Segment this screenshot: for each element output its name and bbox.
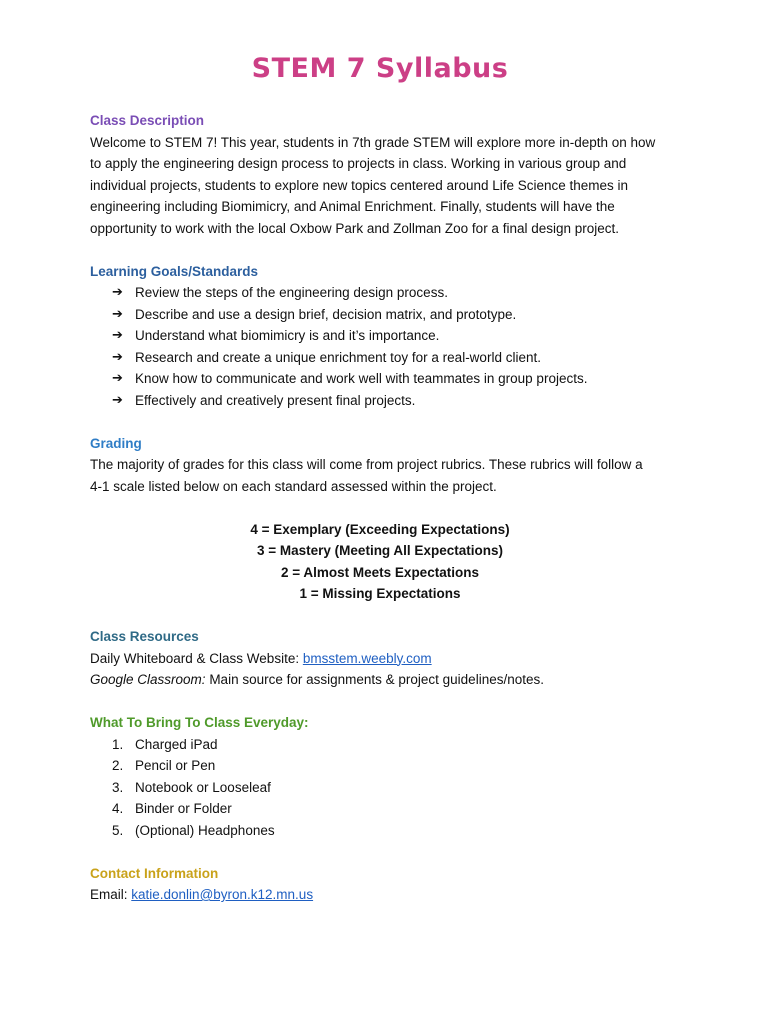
what-to-bring-section <box>90 712 670 841</box>
grading-scale-item: 3 = Mastery (Meeting All Expectations) <box>257 543 503 558</box>
arrow-right-icon: ➔ <box>112 285 123 300</box>
google-classroom-label: Google Classroom: <box>90 672 206 687</box>
spacer <box>90 841 670 863</box>
class-description-line: Welcome to STEM 7! This year, students in 7th grade STEM will explore more in-depth on how <box>90 134 656 150</box>
list-number: 5. <box>112 822 124 838</box>
spacer <box>90 497 670 519</box>
arrow-right-icon: ➔ <box>112 371 123 386</box>
spacer <box>90 411 670 433</box>
class-description-section <box>90 110 670 239</box>
class-resources-section <box>90 626 670 691</box>
list-item <box>112 798 670 820</box>
learning-goals-heading: Learning Goals/Standards <box>90 263 259 279</box>
list-item-text: Notebook or Looseleaf <box>135 779 271 795</box>
what-to-bring-list <box>90 734 670 842</box>
list-item <box>112 325 670 347</box>
list-number: 4. <box>112 801 124 816</box>
email-link[interactable]: katie.donlin@byron.k12.mn.us <box>131 887 314 902</box>
website-line <box>90 648 670 670</box>
list-number: 2. <box>112 758 124 773</box>
grading-scale-item: 2 = Almost Meets Expectations <box>281 564 479 580</box>
arrow-right-icon: ➔ <box>112 328 123 343</box>
google-classroom-text: Main source for assignments & project guidelines/notes. <box>205 672 544 687</box>
class-description-line: to apply the engineering design process to projects in class. Working in various group and <box>90 156 627 171</box>
spacer <box>90 88 670 110</box>
class-description-line: opportunity to work with the local Oxbow Park and Zollman Zoo for a final design project. <box>90 220 620 236</box>
list-item-text: Research and create a unique enrichment toy for a real-world client. <box>135 349 541 365</box>
contact-section <box>90 863 670 906</box>
spacer <box>90 239 670 261</box>
page-title: STEM 7 Syllabus <box>251 53 509 84</box>
grading-line: 4-1 scale listed below on each standard assessed within the project. <box>90 478 497 494</box>
learning-goals-section <box>90 261 670 412</box>
website-label: Daily Whiteboard & Class Website: <box>90 650 303 666</box>
list-item-text: Binder or Folder <box>135 801 232 816</box>
list-item-text: Effectively and creatively present final projects. <box>135 392 416 408</box>
list-item <box>112 755 670 777</box>
list-item <box>112 347 670 369</box>
arrow-right-icon: ➔ <box>112 349 123 365</box>
classroom-line <box>90 669 670 691</box>
list-item-text: Review the steps of the engineering design process. <box>135 285 448 300</box>
list-number: 3. <box>112 779 124 795</box>
email-line <box>90 884 670 906</box>
list-item <box>112 777 670 799</box>
contact-heading: Contact Information <box>90 865 219 881</box>
list-item-text: (Optional) Headphones <box>135 822 275 838</box>
grading-heading: Grading <box>90 435 142 451</box>
learning-goals-list <box>90 282 670 411</box>
list-number: 1. <box>112 736 124 752</box>
class-website-link[interactable]: bmsstem.weebly.com <box>302 650 432 666</box>
grading-scale-item: 4 = Exemplary (Exceeding Expectations) <box>250 521 510 537</box>
list-item <box>112 282 670 304</box>
class-resources-heading: Class Resources <box>90 629 199 644</box>
grading-scale-item: 1 = Missing Expectations <box>299 586 461 601</box>
what-to-bring-heading: What To Bring To Class Everyday: <box>90 715 309 730</box>
list-item <box>112 368 670 390</box>
email-label: Email: <box>90 887 132 902</box>
class-description-heading: Class Description <box>90 113 205 128</box>
list-item <box>112 820 670 842</box>
list-item-text: Understand what biomimicry is and it’s importance. <box>135 328 440 343</box>
list-item <box>112 734 670 756</box>
class-description-line: individual projects, students to explore new topics centered around Life Science themes in <box>90 177 629 193</box>
list-item <box>112 304 670 326</box>
spacer <box>90 691 670 713</box>
arrow-right-icon: ➔ <box>112 306 123 322</box>
list-item-text: Charged iPad <box>135 736 218 752</box>
arrow-right-icon: ➔ <box>112 392 123 408</box>
spacer <box>90 605 670 627</box>
list-item-text: Pencil or Pen <box>135 758 216 773</box>
list-item-text: Know how to communicate and work well with teammates in group projects. <box>135 371 588 386</box>
class-description-line: engineering including Biomimicry, and Animal Enrichment. Finally, students will have the <box>90 199 615 214</box>
list-item <box>112 390 670 412</box>
grading-line: The majority of grades for this class will come from project rubrics. These rubrics will follow a <box>90 457 643 472</box>
list-item-text: Describe and use a design brief, decision matrix, and prototype. <box>135 306 517 322</box>
grading-section <box>90 433 670 605</box>
